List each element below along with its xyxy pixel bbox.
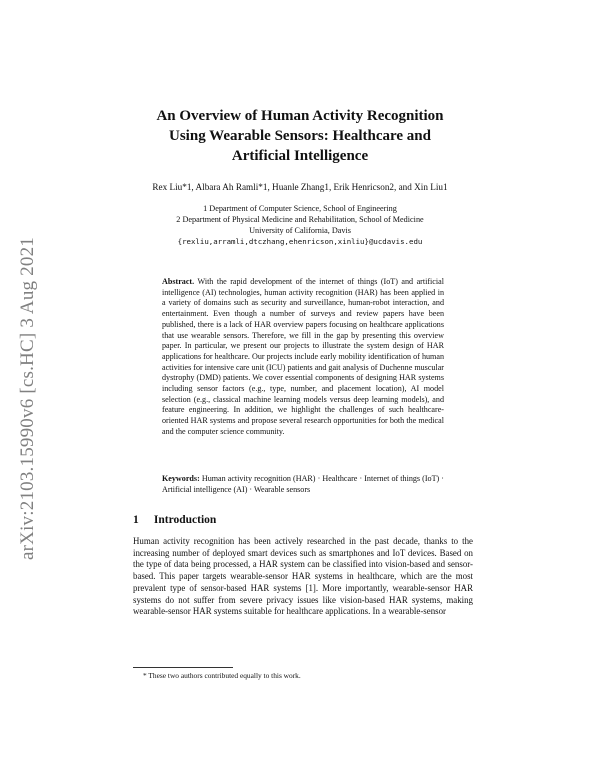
author-emails: {rexliu,arramli,dtczhang,ehenricson,xinliu}@ucdavis.edu <box>177 237 423 246</box>
section-number: 1 <box>133 514 139 526</box>
title-line: An Overview of Human Activity Recognition <box>156 108 444 124</box>
affiliation-line: 1 Department of Computer Science, School of Engineering <box>203 204 397 213</box>
abstract-text: With the rapid development of the internet of things (IoT) and artificial intelligence (AI) technologies, human activity recognition (HAR) has been applied in a variety of domains such as security and surveillance, human-robot interaction, and entertainment. Even though a number of surveys and review papers have been published, there is a lack of HAR overview papers focusing on healthcare applications that use wearable sensors. Therefore, we fill in the gap by presenting this overview paper. In particular, we present our projects to illustrate the system design of HAR applications for healthcare. Our projects include early mobility identification of human activities for intensive care unit (ICU) patients and gait analysis of Duchenne muscular dystrophy (DMD) patients. We cover essential components of designing HAR systems including sensor factors (e.g., type, number, and placement location), AI model selection (e.g., classical machine learning models versus deep learning models), and feature engineering. In addition, we highlight the challenges of such healthcare-oriented HAR systems and propose several research opportunities for both the medical and the computer science community. <box>162 277 444 436</box>
author-list: Rex Liu*1, Albara Ah Ramli*1, Huanle Zhang1, Erik Henricson2, and Xin Liu1 <box>152 182 448 192</box>
affiliation-line: University of California, Davis <box>249 226 351 235</box>
paper-title <box>100 106 500 166</box>
title-line: Artificial Intelligence <box>231 148 369 164</box>
arxiv-identifier: arXiv:2103.15990v6 [cs.HC] 3 Aug 2021 <box>17 237 38 560</box>
affiliations <box>100 203 500 247</box>
section-heading <box>133 514 216 526</box>
intro-paragraph: Human activity recognition has been actively researched in the past decade, thanks to the increasing number of deployed smart devices such as smartphones and IoT devices. Based on the type of data being processed, a HAR system can be classified into vision-based and sensor-based. This paper targets wearable-sensor HAR systems in healthcare, which are the most prevalent type of sensor-based HAR systems [1]. More importantly, wearable-sensor HAR systems do not suffer from severe privacy issues like vision-based HAR systems, making wearable-sensor HAR systems suitable for healthcare applications. In a wearable-sensor <box>133 536 473 617</box>
footnote-divider <box>133 667 233 668</box>
abstract-label: Abstract. <box>162 277 195 286</box>
section-title: Introduction <box>153 514 217 526</box>
footnote: * These two authors contributed equally to this work. <box>143 671 301 680</box>
title-line: Using Wearable Sensors: Healthcare and <box>169 128 431 144</box>
affiliation-line: 2 Department of Physical Medicine and Rehabilitation, School of Medicine <box>176 215 424 224</box>
keywords-text: Human activity recognition (HAR) · Healthcare · Internet of things (IoT) · Artificial intelligence (AI) · Wearable sensors <box>162 474 444 494</box>
abstract <box>162 277 444 438</box>
keywords-label: Keywords: <box>162 474 200 483</box>
keywords <box>162 474 444 495</box>
